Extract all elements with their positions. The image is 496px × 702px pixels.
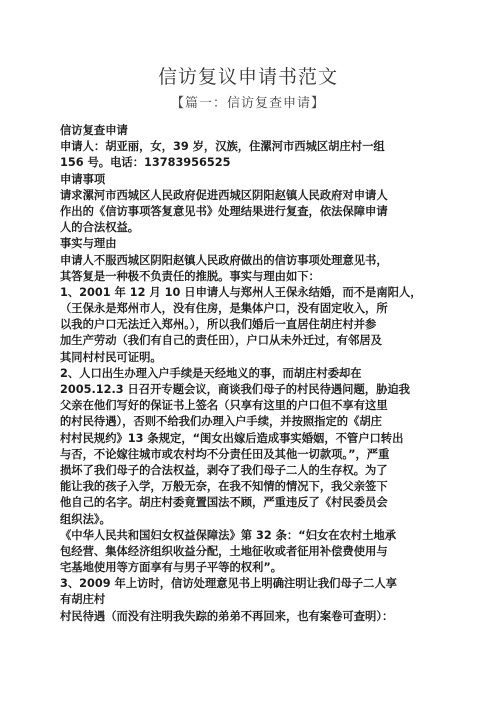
document-subtitle: 【篇一：信访复查申请】 bbox=[170, 96, 325, 111]
paragraph-line: 请求漯河市西城区人民政府促进西城区阴阳赵镇人民政府对申请人 bbox=[60, 188, 388, 202]
paragraph-line: 组织法》。 bbox=[60, 512, 111, 526]
paragraph-line: 2、人口出生办理入户手续是天经地义的事，而胡庄村委却在 bbox=[60, 366, 362, 380]
paragraph-line: 以我的户口无法迁入郑州。），所以我们婚后一直居住胡庄村并参 bbox=[60, 318, 377, 332]
paragraph-line: 申请人：胡亚丽，女，39 岁，汉族，住漯河市西城区胡庄村一组 bbox=[60, 140, 385, 154]
paragraph-line: 3、2009 年上访时，信访处理意见书上明确注明让我们母子二人享 bbox=[60, 577, 397, 591]
paragraph-line: 父亲在他们写好的保证书上签名（只享有这里的户口但不享有这里 bbox=[60, 399, 388, 413]
document-body bbox=[60, 123, 452, 625]
paragraph-line: 1、2001 年 12 月 10 日申请人与郑州人王保永结婚，而不是南阳人， bbox=[60, 285, 422, 299]
paragraph-line: 与否，不论嫁往城市或农村均不分责任田及其他一切款项。”，严重 bbox=[60, 447, 390, 461]
paragraph-line: 村村民规约》13 条规定，“闺女出嫁后造成事实婚姻，不管户口转出 bbox=[60, 431, 404, 445]
paragraph-line: （王保永是郑州市人，没有住房，是集体户口，没有固定收入，所 bbox=[60, 302, 388, 316]
paragraph-line: 作出的《信访事项答复意见书》处理结果进行复查，依法保障申请 bbox=[60, 204, 388, 218]
paragraph-line: 其答复是一种极不负责任的推脱。事实与理由如下： bbox=[60, 269, 320, 283]
paragraph-line: 损坏了我们母子的合法权益，剥夺了我们母子二人的生存权。为了 bbox=[60, 463, 388, 477]
paragraph-line: 《中华人民共和国妇女权益保障法》第 32 条：“妇女在农村土地承 bbox=[60, 528, 397, 542]
paragraph-line: 有胡庄村 bbox=[60, 593, 106, 607]
paragraph-line: 2005.12.3 日召开专题会议，商谈我们母子的村民待遇问题，胁迫我 bbox=[60, 383, 410, 396]
heading-facts: 事实与理由 bbox=[60, 237, 117, 251]
paragraph-line: 能让我的孩子入学，万般无奈，在我不知情的情况下，我父亲签下 bbox=[60, 480, 388, 494]
paragraph-line: 包经营、集体经济组织收益分配，土地征收或者征用补偿费使用与 bbox=[60, 544, 388, 558]
paragraph-line: 他自己的名字。胡庄村委竟置国法不顾，严重违反了《村民委员会 bbox=[60, 496, 388, 510]
paragraph-line: 宅基地使用等方面享有与男子平等的权利”。 bbox=[60, 561, 283, 575]
paragraph-line: 其同村村民可证明。 bbox=[60, 350, 162, 364]
heading-request: 申请事项 bbox=[60, 172, 106, 186]
heading-petition: 信访复查申请 bbox=[60, 124, 128, 137]
document-title: 信访复议申请书范文 bbox=[157, 66, 338, 88]
paragraph-line: 的村民待遇），否则不给我们办理入户手续，并按照指定的《胡庄 bbox=[60, 415, 382, 429]
paragraph-line: 加生产劳动（我们有自己的责任田），户口从未外迁过，有邻居及 bbox=[60, 334, 382, 348]
paragraph-line: 村民待遇（而没有注明我失踪的弟弟不再回来，也有案卷可查明）： bbox=[60, 609, 394, 623]
paragraph-line: 156 号。电话：13783956525 bbox=[60, 156, 231, 170]
paragraph-line: 人的合法权益。 bbox=[60, 221, 140, 235]
paragraph-line: 申请人不服西城区阴阳赵镇人民政府做出的信访事项处理意见书， bbox=[60, 253, 388, 267]
